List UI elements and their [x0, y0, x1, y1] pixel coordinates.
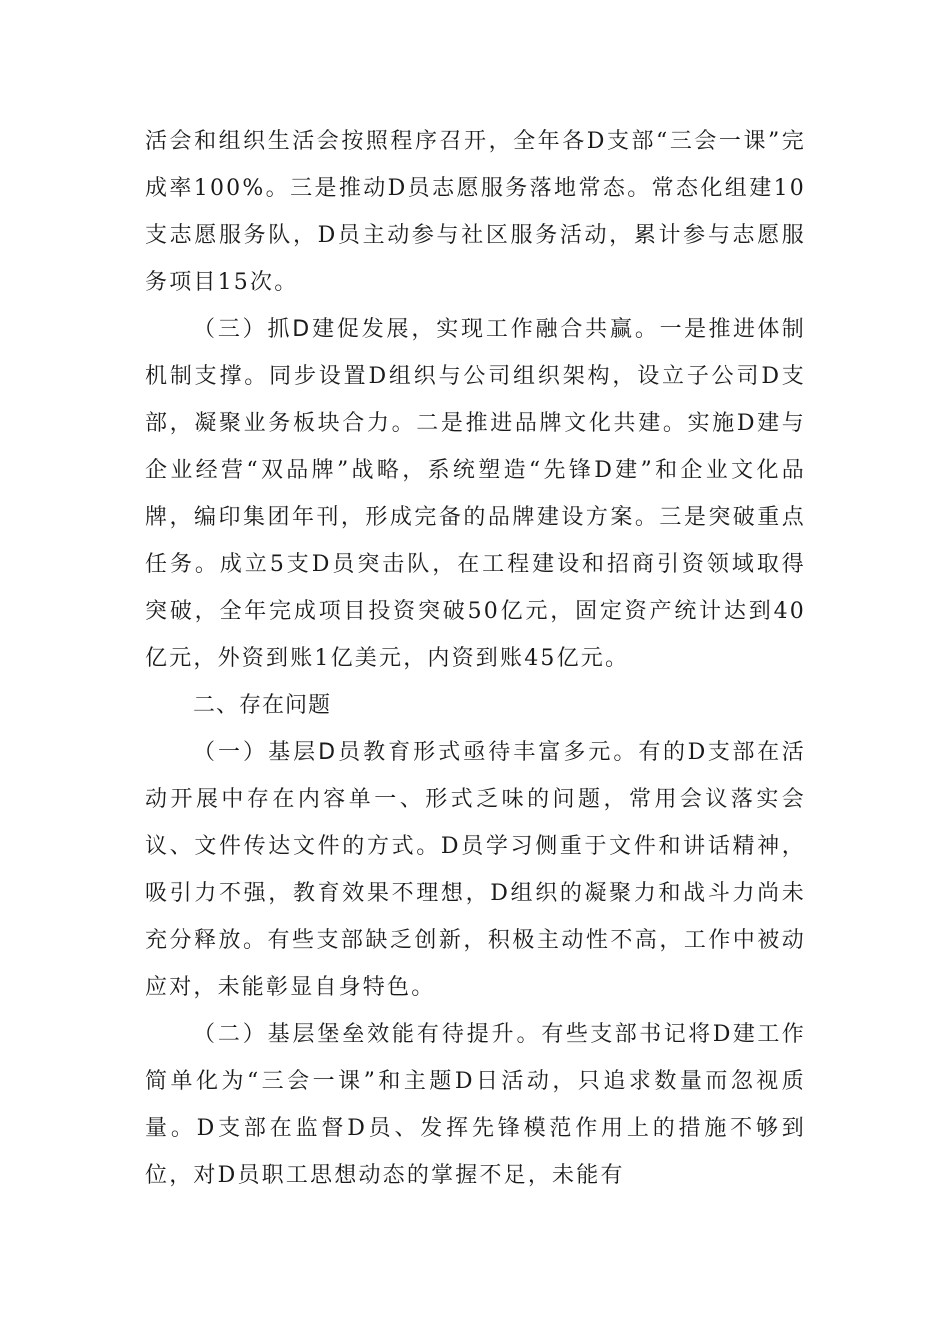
paragraph-text: 活会和组织生活会按照程序召开，全年各D支部“三会一课”完成率100%。三是推动D员志愿服务落地常态。常态化组建10支志愿服务队，D员主动参与社区服务活动，累计参与志愿服务项目15次。 — [145, 129, 806, 295]
paragraph-text: 一是推进体制机制支撑。同步设置D组织与公司组织架构，设立子公司D支部，凝聚业务板块合力。二是推进品牌文化共建。实施D建与企业经营“双品牌”战略，系统塑造“先锋D建”和企业文化品牌，编印集团年刊，形成完备的品牌建设方案。三是突破重点任务。成立5支D员突击队，在工程建设和招商引资领域取得突破，全年完成项目投资突破50亿元，固定资产统计达到40亿元，外资到账1亿美元，内资到账45亿元。 — [145, 317, 807, 671]
continued-paragraph — [145, 118, 806, 306]
paragraph-text: 有些支部书记将D建工作简单化为“三会一课”和主题D日活动，只追求数量而忽视质量。D支部在监督D员、发挥先锋模范作用上的措施不够到位，对D员职工思想动态的掌握不足，未能有 — [145, 1022, 806, 1188]
paragraph-section-three — [145, 306, 806, 682]
paragraph-lead: （三）抓D建促发展，实现工作融合共赢。 — [193, 317, 660, 342]
section-heading: 二、存在问题 — [193, 693, 332, 718]
paragraph-lead: （一）基层D员教育形式亟待丰富多元。 — [193, 740, 639, 765]
paragraph-lead: （二）基层堡垒效能有待提升。 — [193, 1022, 542, 1047]
document-body — [145, 118, 806, 1199]
paragraph-text: 有的D支部在活动开展中存在内容单一、形式乏味的问题，常用会议落实会议、文件传达文件的方式。D员学习侧重于文件和讲话精神，吸引力不强，教育效果不理想，D组织的凝聚力和战斗力尚未充分释放。有些支部缺乏创新，积极主动性不高，工作中被动应对，未能彰显自身特色。 — [145, 740, 806, 1000]
problem-paragraph-one — [145, 729, 806, 1011]
problem-paragraph-two — [145, 1011, 806, 1199]
